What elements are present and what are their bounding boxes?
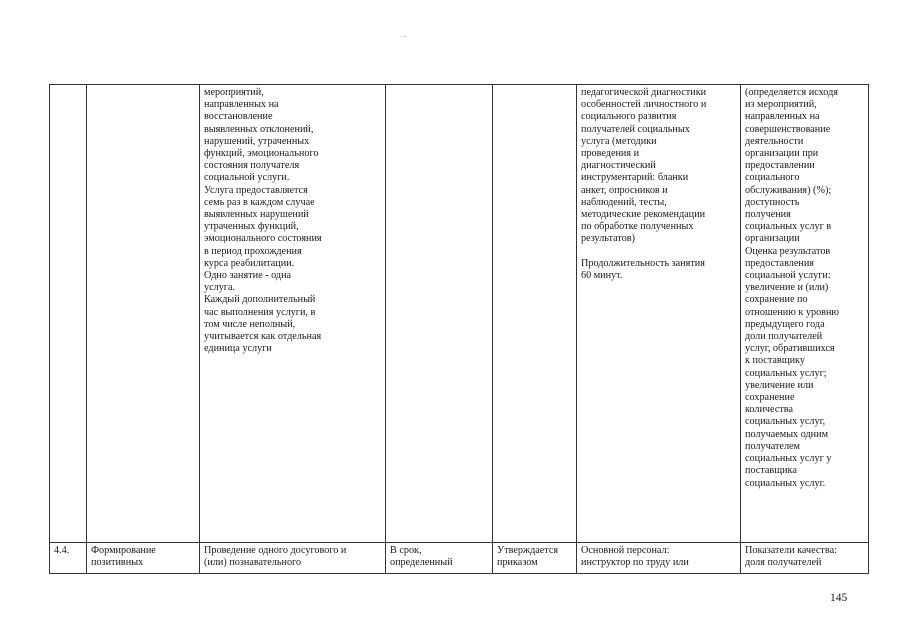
conditions-cell bbox=[577, 85, 741, 543]
row-number-cell bbox=[50, 85, 87, 543]
text-line: выявленных нарушений bbox=[204, 209, 309, 221]
text-line: социальных услуг; bbox=[745, 367, 827, 379]
text-line: деятельности bbox=[745, 135, 804, 147]
text-line: из мероприятий, bbox=[745, 99, 817, 111]
text-line: социальной услуги: bbox=[745, 270, 831, 282]
conditions-text bbox=[581, 545, 736, 569]
text-line: Показатели качества: bbox=[745, 545, 837, 556]
term-cell bbox=[386, 543, 493, 574]
text-line: Основной персонал: bbox=[581, 545, 670, 556]
text-line: поставщика bbox=[745, 465, 797, 477]
duration-text bbox=[581, 258, 736, 282]
text-line: Каждый дополнительный bbox=[204, 294, 316, 306]
text-line: в период прохождения bbox=[204, 245, 302, 257]
text-line: отношению к уровню bbox=[745, 306, 840, 318]
term-cell bbox=[386, 85, 493, 543]
text-line: том числе неполный, bbox=[204, 318, 296, 330]
quality-text bbox=[745, 545, 864, 569]
description-cell bbox=[200, 85, 386, 543]
description-cell bbox=[200, 543, 386, 574]
text-line: состояния получателя bbox=[204, 160, 300, 172]
text-line: анкет, опросников и bbox=[581, 184, 668, 196]
table-row bbox=[50, 543, 869, 574]
text-line: диагностический bbox=[581, 160, 656, 172]
text-line: предоставлении bbox=[745, 160, 815, 172]
text-line: 60 минут. bbox=[581, 269, 623, 281]
page-number: 145 bbox=[830, 592, 848, 604]
text-line: социальной услуги. bbox=[204, 172, 290, 184]
text-line: социального bbox=[745, 172, 800, 184]
approval-cell bbox=[493, 85, 577, 543]
service-name-cell bbox=[87, 85, 200, 543]
text-line: особенностей личностного и bbox=[581, 99, 707, 111]
text-line: организации при bbox=[745, 148, 819, 160]
text-line: обслуживания) (%); bbox=[745, 184, 832, 196]
description-text bbox=[204, 545, 381, 569]
services-table bbox=[49, 84, 869, 574]
text-line: Оценка результатов bbox=[745, 245, 831, 257]
text-line: социальных услуг, bbox=[745, 416, 826, 428]
text-line: доступность bbox=[745, 196, 800, 208]
service-name-text bbox=[91, 545, 195, 569]
text-line: эмоционального состояния bbox=[204, 233, 322, 245]
text-line: получателем bbox=[745, 440, 800, 452]
text-line: восстановление bbox=[204, 111, 273, 123]
text-line: учитывается как отдельная bbox=[204, 331, 322, 343]
description-text bbox=[204, 87, 381, 355]
text-line: направленных на bbox=[745, 111, 820, 123]
text-line: социальных услуг в bbox=[745, 221, 832, 233]
text-line: предыдущего года bbox=[745, 318, 825, 330]
conditions-text bbox=[581, 87, 736, 246]
text-line: доля получателей bbox=[745, 557, 822, 569]
text-line: направленных на bbox=[204, 99, 279, 111]
approval-text bbox=[497, 545, 572, 569]
text-line: определенный bbox=[390, 557, 453, 569]
text-line: наблюдений, тесты, bbox=[581, 196, 667, 208]
text-line: по обработке полученных bbox=[581, 221, 694, 233]
quality-text bbox=[745, 87, 864, 490]
text-line: единица услуги bbox=[204, 343, 272, 355]
text-line: получателей социальных bbox=[581, 123, 690, 135]
text-line: семь раз в каждом случае bbox=[204, 196, 315, 208]
text-line: утраченных функций, bbox=[204, 221, 299, 233]
conditions-cell bbox=[577, 543, 741, 574]
text-line: увеличение или bbox=[745, 379, 814, 391]
quality-cell bbox=[741, 85, 869, 543]
text-line: услуга. bbox=[204, 282, 236, 294]
text-line: В срок, bbox=[390, 545, 422, 556]
term-text bbox=[390, 545, 488, 569]
text-line: инструментарий: бланки bbox=[581, 172, 689, 184]
text-line: социального развития bbox=[581, 111, 677, 123]
text-line: Одно занятие - одна bbox=[204, 270, 292, 282]
text-line: функций, эмоционального bbox=[204, 148, 319, 160]
text-line: курса реабилитации. bbox=[204, 257, 295, 269]
service-name-cell bbox=[87, 543, 200, 574]
text-line: совершенствование bbox=[745, 123, 831, 135]
text-line: Услуга предоставляется bbox=[204, 184, 308, 196]
text-line: (или) познавательного bbox=[204, 557, 302, 569]
table-row bbox=[50, 85, 869, 543]
text-line: Формирование bbox=[91, 545, 156, 556]
text-line: выявленных отклонений, bbox=[204, 123, 314, 135]
text-line: приказом bbox=[497, 557, 538, 569]
text-line: социальных услуг у bbox=[745, 453, 832, 465]
row-number: 4.4. bbox=[54, 545, 70, 556]
text-line: сохранение по bbox=[745, 294, 808, 306]
text-line: увеличение и (или) bbox=[745, 282, 829, 294]
text-line: педагогической диагностики bbox=[581, 87, 707, 98]
text-line: количества bbox=[745, 404, 793, 416]
text-line: предоставления bbox=[745, 257, 814, 269]
text-line: Продолжительность занятия bbox=[581, 257, 705, 269]
text-line: мероприятий, bbox=[204, 87, 264, 98]
text-line: организации bbox=[745, 233, 800, 245]
text-line: инструктор по труду или bbox=[581, 557, 689, 569]
text-line: услуга (методики bbox=[581, 135, 657, 147]
text-line: сохранение bbox=[745, 392, 795, 404]
text-line: к поставщику bbox=[745, 355, 805, 367]
text-line: доли получателей bbox=[745, 331, 823, 343]
text-line: услуг, обратившихся bbox=[745, 343, 835, 355]
quality-cell bbox=[741, 543, 869, 574]
row-number-cell bbox=[50, 543, 87, 574]
text-line: социальных услуг. bbox=[745, 477, 826, 489]
text-line: нарушений, утраченных bbox=[204, 135, 310, 147]
approval-cell bbox=[493, 543, 577, 574]
scan-artifact bbox=[404, 36, 406, 37]
text-line: проведения и bbox=[581, 148, 640, 160]
text-line: методические рекомендации bbox=[581, 209, 706, 221]
text-line: позитивных bbox=[91, 557, 144, 569]
text-line: результатов) bbox=[581, 233, 635, 245]
text-line: Проведение одного досугового и bbox=[204, 545, 347, 556]
text-line: час выполнения услуги, в bbox=[204, 306, 316, 318]
text-line: получения bbox=[745, 209, 791, 221]
text-line: Утверждается bbox=[497, 545, 559, 556]
text-line: (определяется исходя bbox=[745, 87, 838, 98]
text-line: получаемых одним bbox=[745, 428, 829, 440]
